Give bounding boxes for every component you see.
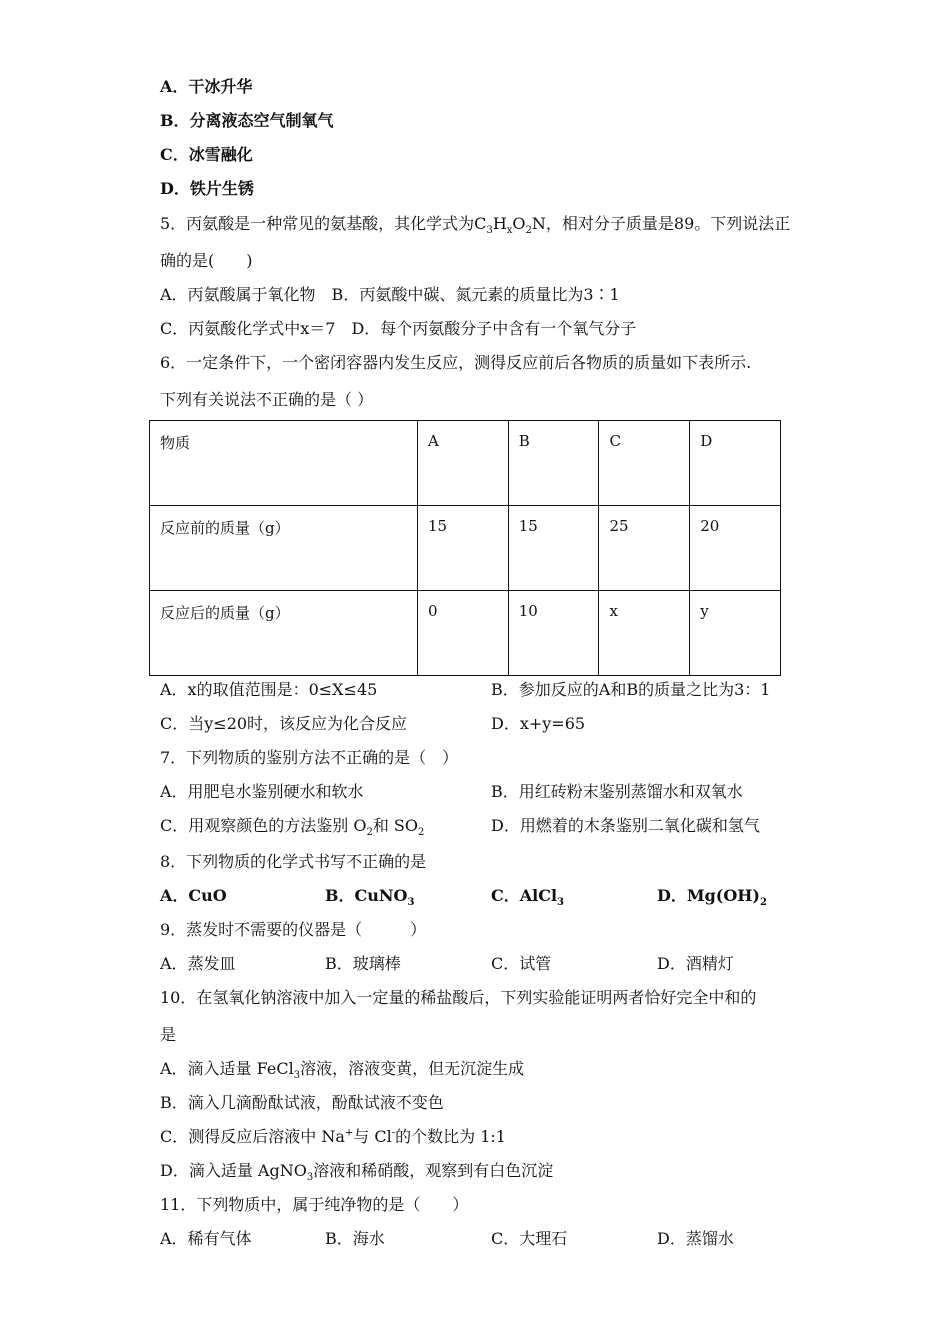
q11-option-a: A．稀有气体 [160,1229,252,1248]
q6-mass-table [149,420,781,676]
q6-option-d: D．x+y=65 [491,714,586,733]
table-row [150,591,781,676]
q6-option-b: B．参加反应的A和B的质量之比为3：1 [491,680,771,699]
q7-option-c [160,816,425,839]
q5-sub-h: x [506,225,513,237]
q10-option-c-prefix: C．测得反应后溶液中 Na [160,1127,345,1146]
q5-stem-mid1: H [492,214,507,233]
q10-option-b: B．滴入几滴酚酞试液，酚酞试液不变色 [160,1093,444,1112]
q5-stem-mid2: O [512,214,526,233]
q5-sub-o: 2 [525,225,532,237]
q8-option-d-prefix: D．Mg(OH) [657,886,760,905]
q10-option-a-prefix: A．滴入适量 FeCl [160,1059,294,1078]
table-cell: D [690,421,781,506]
q8-stem: 8．下列物质的化学式书写不正确的是 [160,852,427,871]
q7-option-c-mid: 和 SO [372,816,418,835]
table-cell: 25 [599,506,690,591]
q9-option-b: B．玻璃棒 [325,954,401,973]
q5-options-cd: C．丙氨酸化学式中x＝7 D．每个丙氨酸分子中含有一个氧气分子 [160,319,637,338]
q10-option-a-sub: 3 [293,1070,301,1082]
q10-option-c-mid: 与 Cl [353,1127,392,1146]
q6-stem-line2: 下列有关说法不正确的是（ ） [160,390,374,409]
q4-option-b: B．分离液态空气制氧气 [160,111,334,130]
q5-sub-c: 3 [486,225,493,237]
q10-option-a-suffix: 溶液，溶液变黄，但无沉淀生成 [300,1059,525,1078]
table-cell: 反应后的质量（g） [150,591,418,676]
q10-option-d-prefix: D．滴入适量 AgNO [160,1161,307,1180]
q5-options-ab: A．丙氨酸属于氧化物 B．丙氨酸中碳、氮元素的质量比为3∶1 [160,285,620,304]
q10-stem-line1: 10．在氢氧化钠溶液中加入一定量的稀盐酸后，下列实验能证明两者恰好完全中和的 [160,988,757,1007]
q7-option-c-sub1: 2 [366,827,373,839]
q7-option-c-sub2: 2 [418,827,425,839]
q6-stem-line1: 6．一定条件下，一个密闭容器内发生反应，测得反应前后各物质的质量如下表所示. [160,353,752,372]
table-cell: C [599,421,690,506]
q6-option-c: C．当y≤20时，该反应为化合反应 [160,714,408,733]
q11-option-b: B．海水 [325,1229,385,1248]
q10-stem-line2: 是 [160,1025,177,1044]
q8-option-b-sub: 3 [407,897,415,909]
q8-option-a: A．CuO [160,886,227,905]
table-cell: y [690,591,781,676]
q7-option-d: D．用燃着的木条鉴别二氧化碳和氢气 [491,816,760,835]
q8-option-c-sub: 3 [557,897,565,909]
q10-option-d [160,1161,554,1184]
q5-stem-line2: 确的是( ) [160,251,253,270]
q11-option-d: D．蒸馏水 [657,1229,734,1248]
q4-option-d: D．铁片生锈 [160,179,254,198]
q8-option-b-prefix: B．CuNO [325,886,408,905]
q10-option-d-sub: 3 [306,1172,314,1184]
q11-option-c: C．大理石 [491,1229,568,1248]
table-row-header [150,421,781,506]
q10-option-d-suffix: 溶液和稀硝酸，观察到有白色沉淀 [313,1161,554,1180]
q9-option-c: C．试管 [491,954,552,973]
q10-option-c-sup2: - [391,1127,396,1139]
q8-option-c [491,886,565,909]
q11-stem: 11．下列物质中，属于纯净物的是（ ） [160,1195,469,1214]
table-cell: 反应前的质量（g） [150,506,418,591]
table-row [150,506,781,591]
q9-stem: 9．蒸发时不需要的仪器是（ ） [160,920,427,939]
q7-stem: 7．下列物质的鉴别方法不正确的是（ ） [160,748,459,767]
table-cell: 15 [508,506,599,591]
q6-option-a: A．x的取值范围是：0≤X≤45 [160,680,378,699]
table-cell: 20 [690,506,781,591]
table-cell: A [417,421,508,506]
q7-option-a: A．用肥皂水鉴别硬水和软水 [160,782,364,801]
q5-stem-prefix: 5．丙氨酸是一种常见的氨基酸，其化学式为C [160,214,487,233]
q10-option-c-suffix: 的个数比为 1:1 [395,1127,506,1146]
table-cell: 15 [417,506,508,591]
table-cell: 10 [508,591,599,676]
q7-option-b: B．用红砖粉末鉴别蒸馏水和双氧水 [491,782,743,801]
q8-option-d-sub: 2 [759,897,767,909]
q5-stem-suffix: N，相对分子质量是89。下列说法正 [531,214,791,233]
q8-option-b [325,886,415,909]
q9-option-a: A．蒸发皿 [160,954,236,973]
table-cell: 物质 [150,421,418,506]
q10-option-a [160,1059,525,1082]
table-cell: x [599,591,690,676]
table-cell: 0 [417,591,508,676]
q8-option-c-prefix: C．AlCl [491,886,558,905]
q9-option-d: D．酒精灯 [657,954,734,973]
q5-stem-line1 [160,214,791,237]
q7-option-c-prefix: C．用观察颜色的方法鉴别 O [160,816,367,835]
q10-option-c [160,1127,506,1147]
q4-option-c: C．冰雪融化 [160,145,253,164]
q8-option-d [657,886,767,909]
table-cell: B [508,421,599,506]
q10-option-c-sup1: + [344,1127,354,1139]
q4-option-a: A．干冰升华 [160,77,253,96]
